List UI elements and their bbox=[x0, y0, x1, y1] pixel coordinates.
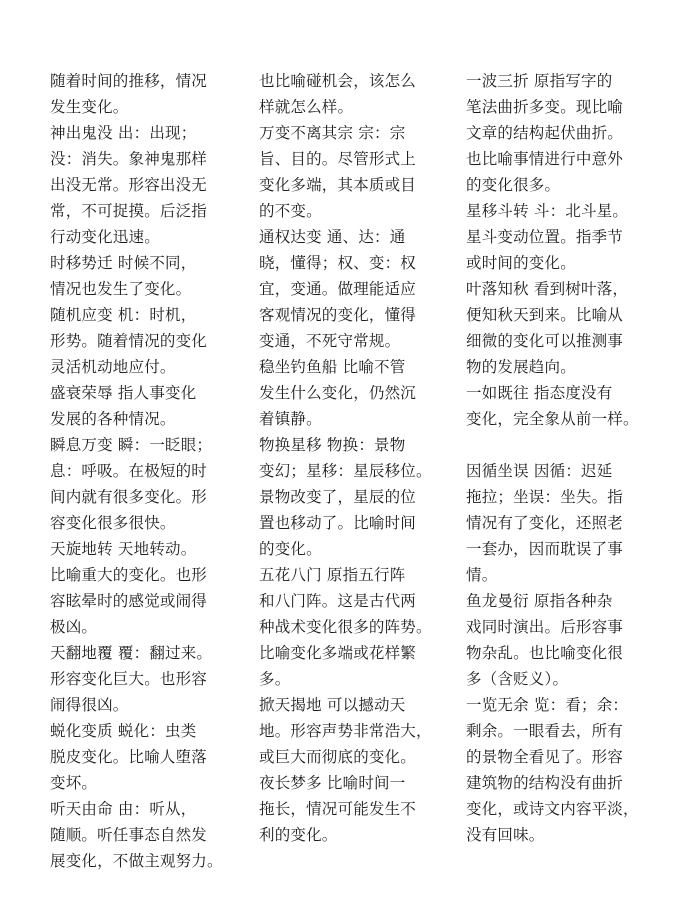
text-line: 的变化很多。 bbox=[466, 176, 561, 194]
text-line: 的景物全看见了。形容 bbox=[466, 748, 624, 766]
text-line: 星移斗转 斗：北斗星。 bbox=[466, 202, 629, 220]
text-line: 便知秋天到来。比喻从 bbox=[466, 306, 624, 324]
text-line: 文章的结构起伏曲折。 bbox=[466, 124, 624, 142]
text-line: 天旋地转 天地转动。 bbox=[50, 540, 197, 558]
text-line: 样就怎么样。 bbox=[259, 98, 354, 116]
text-line: 因循坐误 因循：迟延 bbox=[466, 462, 613, 480]
text-line: 景物改变了，星辰的位 bbox=[259, 488, 417, 506]
text-line: 灵活机动地应付。 bbox=[50, 358, 176, 376]
text-line: 情。 bbox=[466, 566, 498, 584]
text-line: 随顺。听任事态自然发 bbox=[50, 826, 208, 844]
text-line: 没：消失。象神鬼那样 bbox=[50, 150, 208, 168]
text-line: 比喻变化多端或花样繁 bbox=[259, 644, 417, 662]
text-line: 容眩晕时的感觉或闹得 bbox=[50, 592, 208, 610]
text-line: 着镇静。 bbox=[259, 410, 322, 428]
text-line: 极凶。 bbox=[50, 618, 98, 636]
text-line: 星斗变动位置。指季节 bbox=[466, 228, 624, 246]
text-line: 闹得很凶。 bbox=[50, 696, 129, 714]
text-line: 听天由命 由：听从， bbox=[50, 800, 197, 818]
text-line bbox=[466, 432, 666, 458]
text-line: 利的变化。 bbox=[259, 826, 338, 844]
text-line: 或时间的变化。 bbox=[466, 254, 576, 272]
text-line: 变化多端，其本质或目 bbox=[259, 176, 417, 194]
text-line: 夜长梦多 比喻时间一 bbox=[259, 774, 406, 792]
text-line: 一套办，因而耽误了事 bbox=[466, 540, 624, 558]
text-line: 物的发展趋向。 bbox=[466, 358, 576, 376]
text-line: 容变化很多很快。 bbox=[50, 514, 176, 532]
text-line: 种战术变化很多的阵势。 bbox=[259, 618, 432, 636]
text-column-1 bbox=[50, 68, 245, 874]
text-line: 叶落知秋 看到树叶落， bbox=[466, 280, 629, 298]
text-line: 旨、目的。尽管形式上 bbox=[259, 150, 417, 168]
text-line: 一如既往 指态度没有 bbox=[466, 384, 613, 402]
text-line: 多。 bbox=[259, 670, 291, 688]
text-line: 行动变化迅速。 bbox=[50, 228, 160, 246]
text-line: 神出鬼没 出：出现； bbox=[50, 124, 197, 142]
text-line: 没有回味。 bbox=[466, 826, 545, 844]
text-line: 发展的各种情况。 bbox=[50, 410, 176, 428]
text-line: 地。形容声势非常浩大， bbox=[259, 722, 432, 740]
text-line: 客观情况的变化，懂得 bbox=[259, 306, 417, 324]
text-line: 和八门阵。这是古代两 bbox=[259, 592, 417, 610]
text-line: 蜕化变质 蜕化：虫类 bbox=[50, 722, 197, 740]
text-line: 物换星移 物换：景物 bbox=[259, 436, 406, 454]
text-line: 物杂乱。也比喻变化很 bbox=[466, 644, 624, 662]
text-line: 间内就有很多变化。形 bbox=[50, 488, 208, 506]
text-line: 展变化，不做主观努力。 bbox=[50, 852, 223, 870]
text-line: 发生什么变化，仍然沉 bbox=[259, 384, 417, 402]
text-column-3 bbox=[466, 68, 666, 848]
text-line: 常，不可捉摸。后泛指 bbox=[50, 202, 208, 220]
text-line: 也比喻碰机会，该怎么 bbox=[259, 72, 417, 90]
text-line: 时移势迁 时候不同， bbox=[50, 254, 197, 272]
text-line: 戏同时演出。后形容事 bbox=[466, 618, 624, 636]
text-line: 随机应变 机：时机， bbox=[50, 306, 197, 324]
text-line: 随着时间的推移，情况 bbox=[50, 72, 208, 90]
text-line: 变化，完全象从前一样。 bbox=[466, 410, 639, 428]
text-line: 出没无常。形容出没无 bbox=[50, 176, 208, 194]
text-line: 发生变化。 bbox=[50, 98, 129, 116]
text-line: 晓，懂得；权、变：权 bbox=[259, 254, 417, 272]
text-line: 变坏。 bbox=[50, 774, 98, 792]
text-line: 或巨大而彻底的变化。 bbox=[259, 748, 417, 766]
text-line: 形势。随着情况的变化 bbox=[50, 332, 208, 350]
text-line: 五花八门 原指五行阵 bbox=[259, 566, 406, 584]
text-line: 也比喻事情进行中意外 bbox=[466, 150, 624, 168]
text-line: 天翻地覆 覆：翻过来。 bbox=[50, 644, 213, 662]
text-line: 的变化。 bbox=[259, 540, 322, 558]
text-line: 变通，不死守常规。 bbox=[259, 332, 401, 350]
text-line: 一览无余 览：看；余： bbox=[466, 696, 629, 714]
text-line: 通权达变 通、达：通 bbox=[259, 228, 406, 246]
text-line: 的不变。 bbox=[259, 202, 322, 220]
text-line: 瞬息万变 瞬：一眨眼； bbox=[50, 436, 213, 454]
text-line: 拖长，情况可能发生不 bbox=[259, 800, 417, 818]
text-line: 一波三折 原指写字的 bbox=[466, 72, 613, 90]
text-line: 万变不离其宗 宗：宗 bbox=[259, 124, 406, 142]
text-line: 拖拉；坐误：坐失。指 bbox=[466, 488, 624, 506]
text-line: 笔法曲折多变。现比喻 bbox=[466, 98, 624, 116]
text-line: 宜，变通。做理能适应 bbox=[259, 280, 417, 298]
text-line: 情况有了变化，还照老 bbox=[466, 514, 624, 532]
text-line: 置也移动了。比喻时间 bbox=[259, 514, 417, 532]
text-line: 掀天揭地 可以撼动天 bbox=[259, 696, 406, 714]
text-line: 剩余。一眼看去，所有 bbox=[466, 722, 624, 740]
text-line: 形容变化巨大。也形容 bbox=[50, 670, 208, 688]
text-line: 盛衰荣辱 指人事变化 bbox=[50, 384, 197, 402]
text-column-2 bbox=[259, 68, 459, 848]
text-line: 变幻；星移：星辰移位。 bbox=[259, 462, 432, 480]
text-line: 比喻重大的变化。也形 bbox=[50, 566, 208, 584]
text-line: 息：呼吸。在极短的时 bbox=[50, 462, 208, 480]
text-line: 多（含贬义）。 bbox=[466, 670, 569, 688]
text-line: 变化，或诗文内容平淡， bbox=[466, 800, 639, 818]
text-line: 细微的变化可以推测事 bbox=[466, 332, 624, 350]
text-line: 鱼龙曼衍 原指各种杂 bbox=[466, 592, 613, 610]
text-line: 建筑物的结构没有曲折 bbox=[466, 774, 624, 792]
text-line: 稳坐钓鱼船 比喻不管 bbox=[259, 358, 406, 376]
text-line: 情况也发生了变化。 bbox=[50, 280, 192, 298]
text-line: 脱皮变化。比喻人堕落 bbox=[50, 748, 208, 766]
